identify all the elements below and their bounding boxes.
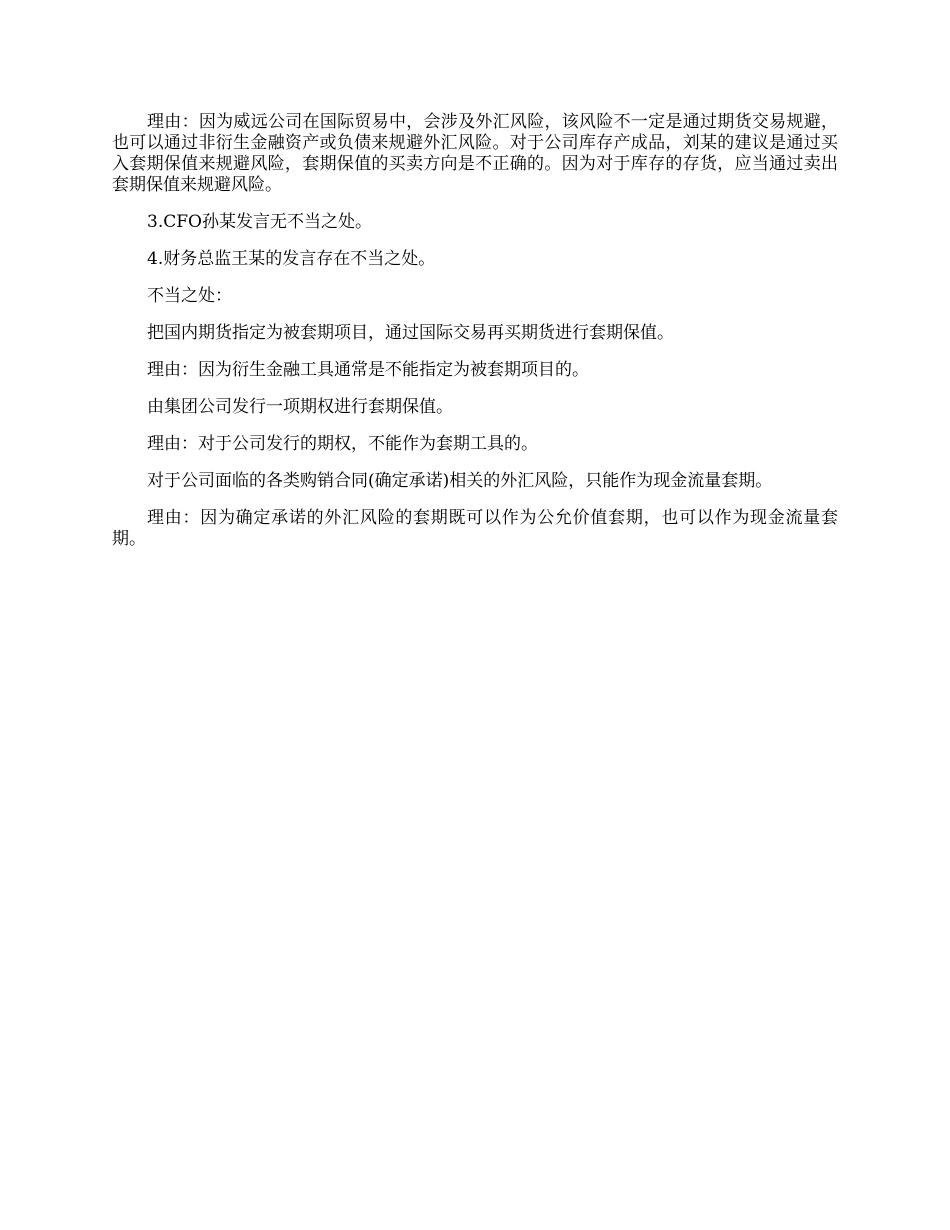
- paragraph-domestic-futures: 把国内期货指定为被套期项目，通过国际交易再买期货进行套期保值。: [147, 323, 674, 343]
- paragraph-reason-option: 理由：对于公司发行的期权，不能作为套期工具的。: [147, 434, 538, 454]
- paragraph-finance-director-wang: 4.财务总监王某的发言存在不当之处。: [147, 249, 436, 269]
- paragraph-improper-heading: 不当之处：: [147, 286, 232, 306]
- paragraph-reason-forex-risk: 理由：因为威远公司在国际贸易中，会涉及外汇风险，该风险不一定是通过期货交易规避，也可以通过非衍生金融资产或负债来规避外汇风险。对于公司库存产成品，刘某的建议是通过买入套期保值来规避风险，套期保值的买卖方向是不正确的。因为对于库存的存货，应当通过卖出套期保值来规避风险。: [112, 112, 838, 195]
- paragraph-firm-commitment: 对于公司面临的各类购销合同(确定承诺)相关的外汇风险，只能作为现金流量套期。: [147, 471, 773, 491]
- paragraph-group-option: 由集团公司发行一项期权进行套期保值。: [147, 397, 453, 417]
- paragraph-reason-derivatives: 理由：因为衍生金融工具通常是不能指定为被套期项目的。: [147, 360, 589, 380]
- document-body: [112, 112, 838, 566]
- paragraph-cfo-sun: 3.CFO孙某发言无不当之处。: [147, 212, 372, 232]
- paragraph-reason-firm-commitment: 理由：因为确定承诺的外汇风险的套期既可以作为公允价值套期，也可以作为现金流量套期。: [112, 508, 838, 549]
